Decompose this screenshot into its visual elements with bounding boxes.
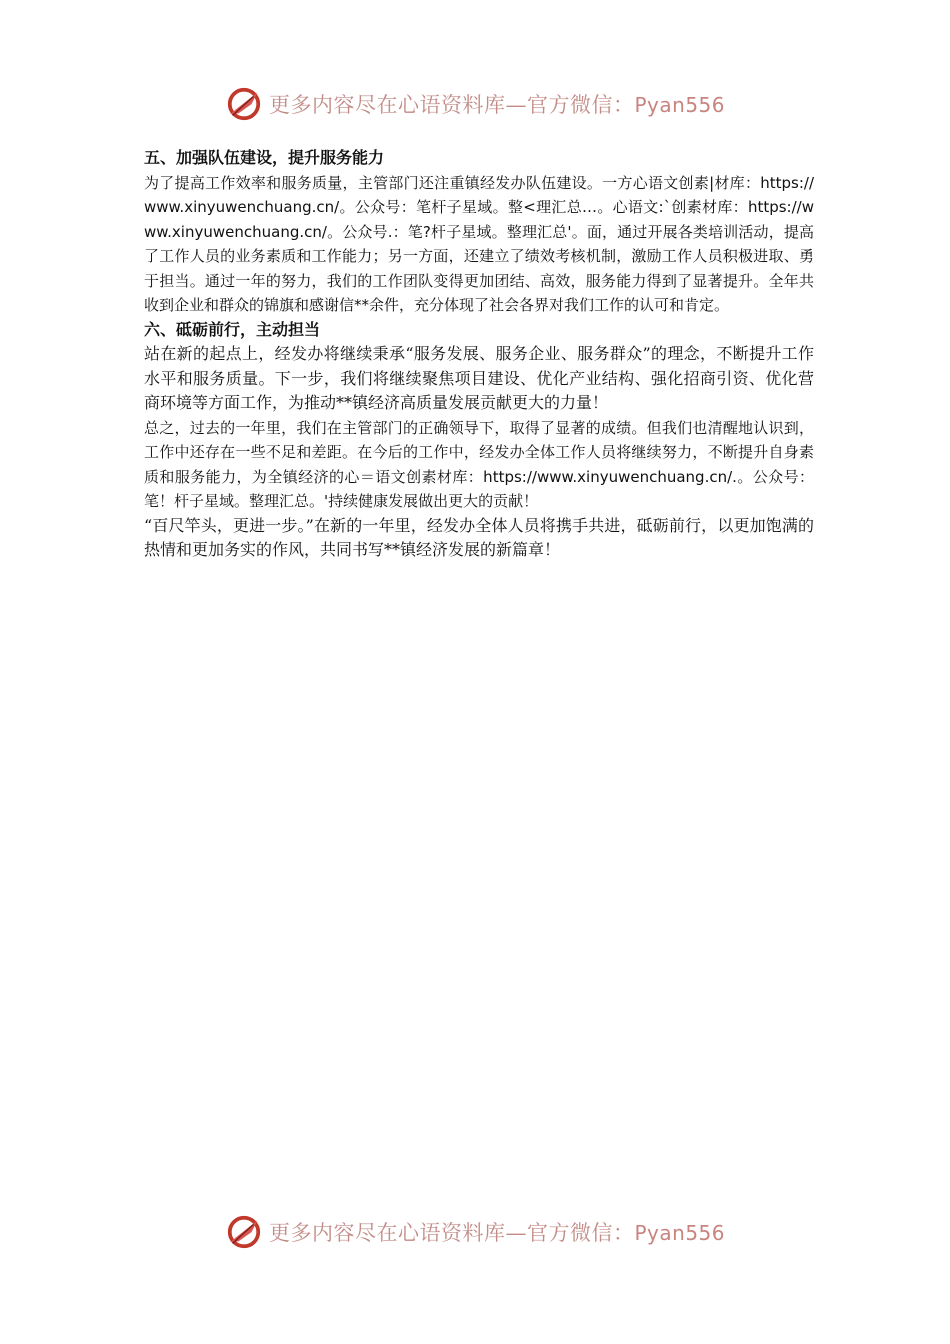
header-banner-text: 更多内容尽在心语资料库—官方微信：Pyan556 <box>268 93 725 117</box>
closing-paragraph: 总之，过去的一年里，我们在主管部门的正确领导下，取得了显著的成绩。但我们也清醒地认识到，工作中还存在一些不足和差距。在今后的工作中，经发办全体工作人员将继续努力，不断提升自身素质和服务能力，为全镇经济的心＝语文创素材库：https://www.xinyuwenchuang.cn/.。公众号：笔！杆子星域。整理汇总。'持续健康发展做出更大的贡献！ <box>144 418 814 510</box>
section-heading-5: 五、加强队伍建设，提升服务能力 <box>144 148 385 167</box>
section-paragraph-5: 为了提高工作效率和服务质量，主管部门还注重镇经发办队伍建设。一方心语文创素|材库：https://www.xinyuwenchuang.cn/。公众号：笔杆子星域。整<理汇总…。心语文:`创素材库：https://www.xinyuwenchuang.cn/。公众号.：笔?杆子星域。整理汇总'。面，通过开展各类培训活动，提高了工作人员的业务素质和工作能力；另一方面，还建立了绩效考核机制，激励工作人员积极进取、勇于担当。通过一年的努力，我们的工作团队变得更加团结、高效，服务能力得到了显著提升。全年共收到企业和群众的锦旗和感谢信**余件，充分体现了社会各界对我们工作的认可和肯定。 <box>144 173 814 314</box>
final-paragraph: “百尺竿头，更进一步。”在新的一年里，经发办全体人员将携手共进，砥砺前行，以更加饱满的热情和更加务实的作风，共同书写**镇经济发展的新篇章！ <box>144 515 814 559</box>
section-paragraph-6: 站在新的起点上，经发办将继续秉承“服务发展、服务企业、服务群众”的理念，不断提升工作水平和服务质量。下一步，我们将继续聚焦项目建设、优化产业结构、强化招商引资、优化营商环境等方面工作，为推动**镇经济高质量发展贡献更大的力量！ <box>144 344 814 412</box>
document-body <box>144 146 814 563</box>
footer-banner <box>0 1208 950 1256</box>
header-banner <box>0 80 950 128</box>
section-heading-6: 六、砥砺前行，主动担当 <box>144 319 321 339</box>
quill-logo-icon <box>225 1213 263 1251</box>
footer-banner-text: 更多内容尽在心语资料库—官方微信：Pyan556 <box>268 1221 725 1245</box>
quill-logo-icon <box>225 85 263 123</box>
